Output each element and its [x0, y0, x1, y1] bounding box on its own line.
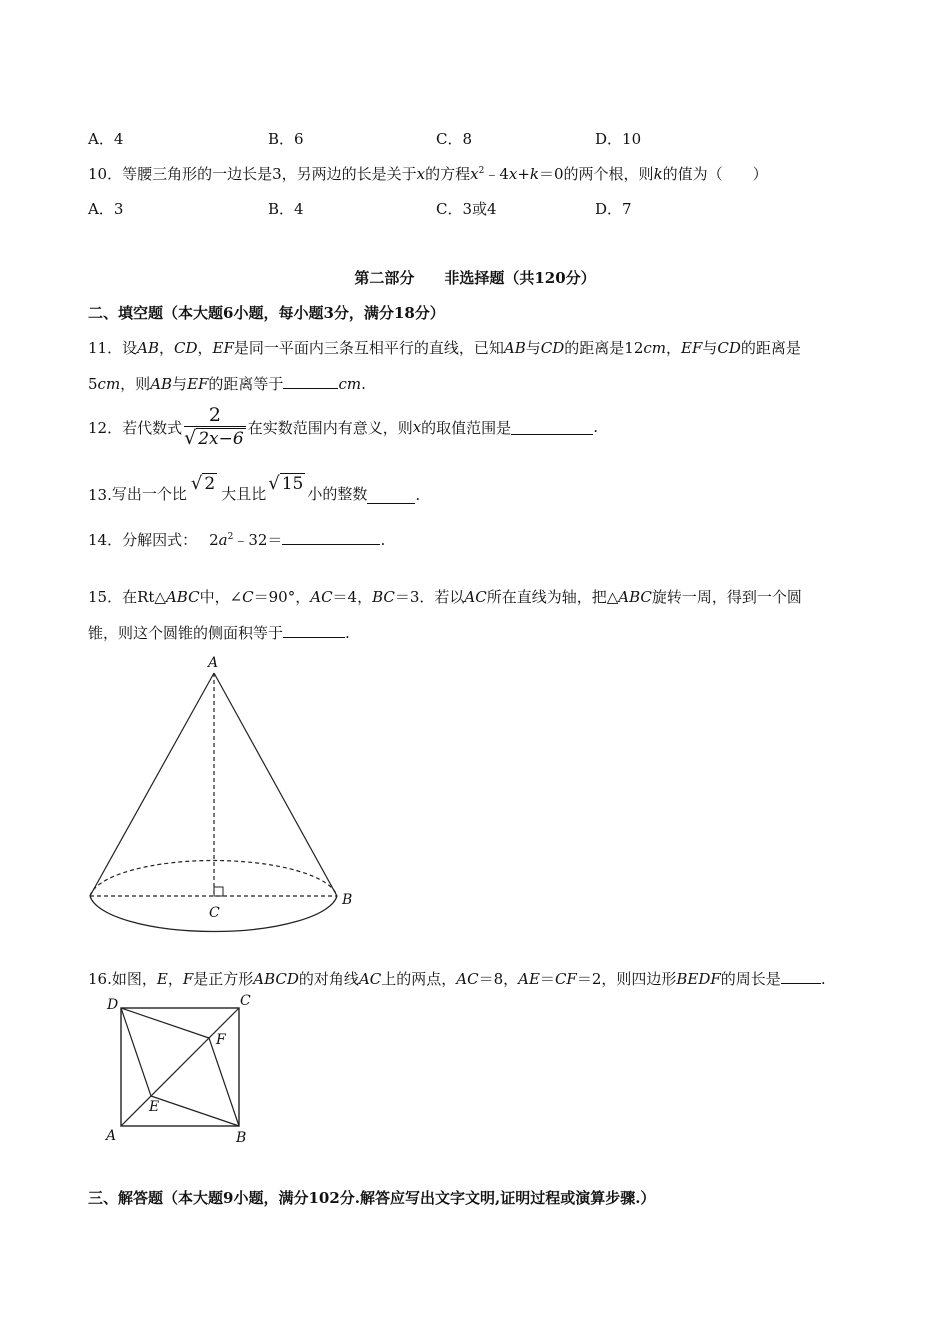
q14-answer-blank[interactable] [282, 530, 380, 545]
square-label-f: F [216, 1032, 226, 1048]
question-10: 10．等腰三角形的一边长是3，另两边的长是关于x的方程$x^2﹣4x+k=0$的两个根，则k的值为（ ） [88, 165, 768, 183]
diagonal-ac [121, 1008, 239, 1126]
q9-option-a: A．4 [88, 130, 124, 148]
cone-label-b: B [342, 892, 353, 908]
square-label-a: A [106, 1128, 117, 1144]
question-14: 14．分解因式： $2a^2﹣32=$ . [88, 531, 386, 549]
cone-figure [80, 652, 370, 947]
question-16: 16.如图，E，F是正方形ABCD的对角线AC上的两点，AC＝8，AE＝CF＝2，则四边形BEDF的周长是 . [88, 970, 826, 988]
square-label-c: C [240, 993, 251, 1009]
q10-option-d: D．7 [595, 200, 632, 218]
cone-label-c: C [209, 905, 220, 921]
q10-option-c: C．3或4 [436, 200, 497, 218]
question-15-line1: 15．在Rt△ABC中，∠C＝90°，AC＝4，BC＝3．若以AC所在直线为轴，把△ABC旋转一周，得到一个圆 [88, 588, 802, 606]
question-11-line2: 5cm，则AB与EF的距离等于 cm. [88, 375, 366, 393]
q9-option-c: C．8 [436, 130, 473, 148]
q9-option-d: D．10 [595, 130, 642, 148]
square-figure [100, 992, 270, 1152]
square-label-d: D [107, 997, 119, 1013]
segment-fd [121, 1008, 209, 1038]
q16-answer-blank[interactable] [781, 969, 821, 984]
q15-answer-blank[interactable] [283, 623, 345, 638]
square-label-b: B [236, 1130, 247, 1146]
segment-eb [151, 1096, 239, 1126]
q9-options [88, 128, 888, 148]
q10-option-a: A．3 [88, 200, 124, 218]
q13-sqrt-2: √ 2 [190, 473, 216, 494]
right-angle-mark [214, 887, 223, 896]
question-13: 13. 写出一个比 √ 2 大且比 √ 15 小的整数 . [88, 473, 421, 504]
q9-option-b: B．6 [268, 130, 304, 148]
segment-de [121, 1008, 151, 1096]
cone-slant-left [90, 673, 214, 896]
segment-bf [209, 1038, 239, 1126]
q13-sqrt-15: √ 15 [268, 473, 304, 494]
q10-options [88, 198, 888, 218]
question-11-line1: 11．设AB，CD，EF是同一平面内三条互相平行的直线，已知AB与CD的距离是12cm，EF与CD的距离是 [88, 339, 801, 357]
square-label-e: E [149, 1099, 160, 1115]
q11-answer-blank[interactable] [283, 374, 338, 389]
q10-option-b: B．4 [268, 200, 304, 218]
section3-title: 三、解答题（本大题9小题，满分102分.解答应写出文字文明,证明过程或演算步骤.） [88, 1189, 656, 1207]
question-15-line2: 锥，则这个圆锥的侧面积等于 . [88, 624, 350, 642]
q13-answer-blank[interactable] [367, 489, 415, 504]
part2-title: 第二部分 非选择题（共120分） [354, 269, 596, 287]
cone-label-a: A [208, 655, 219, 671]
section2-title: 二、填空题（本大题6小题，每小题3分，满分18分） [88, 304, 445, 322]
q12-fraction: $\frac{2}{√ 2x-6}$ [184, 404, 244, 449]
q12-answer-blank[interactable] [511, 420, 593, 435]
cone-slant-right [214, 673, 337, 896]
question-12: 12． 若代数式 $\frac{2}{√ 2x-6}$ 在实数范围内有意义，则 x 的取值范围是 . [88, 404, 598, 449]
